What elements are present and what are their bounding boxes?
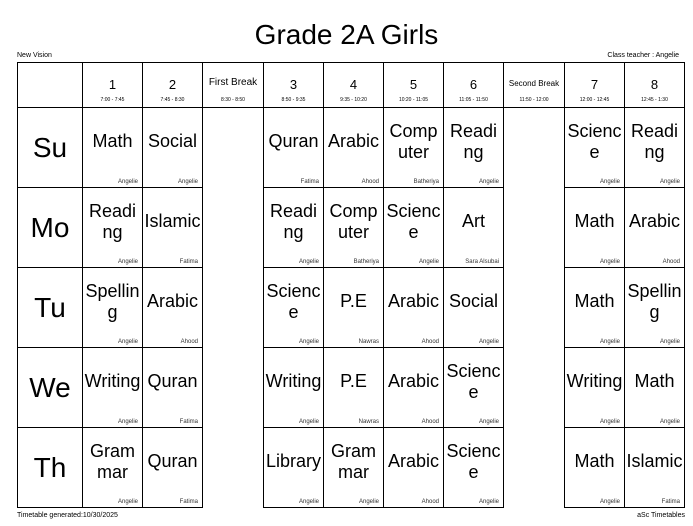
lesson-cell <box>143 188 203 268</box>
class-teacher: Class teacher : Angelie <box>607 52 679 59</box>
lesson-cell <box>384 188 444 268</box>
lesson-cell <box>565 428 625 508</box>
teacher-label: Batheriya <box>413 179 439 185</box>
lesson-cell <box>384 348 444 428</box>
subject-label: Arabic <box>387 451 440 471</box>
lesson-cell <box>83 268 143 348</box>
subject-label: Science <box>446 360 501 402</box>
break-header: First Break 8:30 - 8:50 <box>203 63 264 108</box>
break-cell <box>504 108 565 188</box>
teacher-label: Angelie <box>478 419 499 425</box>
subject-label: Reading <box>269 200 318 242</box>
teacher-label: Angelie <box>659 179 680 185</box>
subject-label: Science <box>266 280 321 322</box>
lesson-cell <box>264 108 324 188</box>
teacher-label: Batheriya <box>353 259 379 265</box>
teacher-label: Ahood <box>421 499 439 505</box>
lesson-cell <box>384 108 444 188</box>
period-header: 3 8:50 - 9:35 <box>264 63 324 108</box>
lesson-cell <box>444 268 504 348</box>
lesson-cell <box>625 108 685 188</box>
teacher-label: Fatima <box>661 499 680 505</box>
subject-label: Library <box>265 451 322 471</box>
teacher-label: Fatima <box>179 419 198 425</box>
break-cell <box>203 348 264 428</box>
teacher-label: Ahood <box>421 339 439 345</box>
day-row <box>18 108 685 188</box>
lesson-cell <box>625 188 685 268</box>
teacher-label: Angelie <box>298 259 319 265</box>
day-row <box>18 348 685 428</box>
subject-label: Arabic <box>387 371 440 391</box>
teacher-label: Fatima <box>300 179 319 185</box>
subject-label: Science <box>386 200 441 242</box>
day-label: We <box>18 348 83 428</box>
subject-label: Writing <box>566 371 623 391</box>
subject-label: Math <box>574 211 615 231</box>
teacher-label: Angelie <box>478 179 499 185</box>
lesson-cell <box>324 428 384 508</box>
subject-label: Quran <box>147 451 198 471</box>
lesson-cell <box>83 428 143 508</box>
teacher-label: Nawras <box>358 419 379 425</box>
teacher-label: Angelie <box>478 499 499 505</box>
school-name: New Vision <box>17 52 52 59</box>
period-header: 7 12:00 - 12:45 <box>565 63 625 108</box>
teacher-label: Angelie <box>177 179 198 185</box>
subject-label: Arabic <box>387 291 440 311</box>
teacher-label: Angelie <box>599 419 620 425</box>
lesson-cell <box>444 348 504 428</box>
day-label: Mo <box>18 188 83 268</box>
lesson-cell <box>625 268 685 348</box>
teacher-label: Angelie <box>117 179 138 185</box>
subject-label: Arabic <box>628 211 681 231</box>
lesson-cell <box>143 428 203 508</box>
subject-label: Math <box>634 371 675 391</box>
lesson-cell <box>264 348 324 428</box>
lesson-cell <box>565 348 625 428</box>
teacher-label: Ahood <box>361 179 379 185</box>
corner-cell <box>18 63 83 108</box>
teacher-label: Ahood <box>662 259 680 265</box>
generator-credit: aSc Timetables <box>637 512 685 519</box>
break-header: Second Break 11:50 - 12:00 <box>504 63 565 108</box>
break-cell <box>203 428 264 508</box>
teacher-label: Angelie <box>358 499 379 505</box>
teacher-label: Fatima <box>179 499 198 505</box>
teacher-label: Ahood <box>180 339 198 345</box>
period-header: 6 11:05 - 11:50 <box>444 63 504 108</box>
lesson-cell <box>324 188 384 268</box>
lesson-cell <box>264 428 324 508</box>
subject-label: Islamic <box>626 451 683 471</box>
subject-label: Math <box>574 291 615 311</box>
teacher-label: Angelie <box>117 419 138 425</box>
teacher-label: Angelie <box>298 499 319 505</box>
break-cell <box>203 108 264 188</box>
teacher-label: Angelie <box>117 499 138 505</box>
subject-label: Writing <box>265 371 322 391</box>
subject-label: Quran <box>268 131 319 151</box>
subject-label: Writing <box>84 371 141 391</box>
subject-label: P.E <box>340 371 367 391</box>
teacher-label: Nawras <box>358 339 379 345</box>
teacher-label: Fatima <box>179 259 198 265</box>
day-row <box>18 188 685 268</box>
lesson-cell <box>324 108 384 188</box>
teacher-label: Sara Alsubai <box>465 259 499 265</box>
subject-label: Quran <box>147 371 198 391</box>
lesson-cell <box>264 188 324 268</box>
lesson-cell <box>444 108 504 188</box>
subject-label: Islamic <box>144 211 201 231</box>
teacher-label: Angelie <box>599 259 620 265</box>
period-header: 5 10:20 - 11:05 <box>384 63 444 108</box>
teacher-label: Angelie <box>599 339 620 345</box>
break-cell <box>203 188 264 268</box>
break-cell <box>504 348 565 428</box>
lesson-cell <box>143 108 203 188</box>
teacher-label: Angelie <box>418 259 439 265</box>
lesson-cell <box>83 108 143 188</box>
subject-label: Grammar <box>331 440 376 482</box>
day-row <box>18 268 685 348</box>
subject-label: Social <box>147 131 198 151</box>
subject-label: Science <box>567 120 622 162</box>
subject-label: Math <box>92 131 133 151</box>
period-header: 8 12:45 - 1:30 <box>625 63 685 108</box>
lesson-cell <box>83 188 143 268</box>
lesson-cell <box>264 268 324 348</box>
lesson-cell <box>143 268 203 348</box>
lesson-cell <box>83 348 143 428</box>
teacher-label: Angelie <box>659 339 680 345</box>
page-title: Grade 2A Girls <box>254 19 439 50</box>
break-cell <box>504 188 565 268</box>
teacher-label: Angelie <box>599 179 620 185</box>
lesson-cell <box>565 188 625 268</box>
subject-label: Spelling <box>627 280 682 322</box>
lesson-cell <box>324 348 384 428</box>
teacher-label: Ahood <box>421 419 439 425</box>
subject-label: Computer <box>329 200 378 242</box>
period-header: 2 7:45 - 8:30 <box>143 63 203 108</box>
break-cell <box>504 428 565 508</box>
lesson-cell <box>565 108 625 188</box>
day-row <box>18 428 685 508</box>
subject-label: Arabic <box>327 131 380 151</box>
subject-label: Art <box>461 211 485 231</box>
period-header-row <box>18 63 685 108</box>
lesson-cell <box>565 268 625 348</box>
lesson-cell <box>324 268 384 348</box>
lesson-cell <box>384 268 444 348</box>
teacher-label: Angelie <box>478 339 499 345</box>
lesson-cell <box>143 348 203 428</box>
subject-label: Social <box>448 291 499 311</box>
teacher-label: Angelie <box>298 419 319 425</box>
period-header: 1 7:00 - 7:45 <box>83 63 143 108</box>
lesson-cell <box>384 428 444 508</box>
subject-label: Grammar <box>90 440 135 482</box>
subject-label: Reading <box>449 120 498 162</box>
generated-date: Timetable generated:10/30/2025 <box>17 512 118 519</box>
subject-label: Science <box>446 440 501 482</box>
lesson-cell <box>444 188 504 268</box>
subject-label: Reading <box>630 120 679 162</box>
timetable-grid <box>17 62 685 508</box>
lesson-cell <box>625 348 685 428</box>
subject-label: P.E <box>340 291 367 311</box>
subject-label: Arabic <box>146 291 199 311</box>
teacher-label: Angelie <box>298 339 319 345</box>
teacher-label: Angelie <box>117 259 138 265</box>
day-label: Tu <box>18 268 83 348</box>
lesson-cell <box>625 428 685 508</box>
subject-label: Reading <box>88 200 137 242</box>
break-cell <box>203 268 264 348</box>
teacher-label: Angelie <box>117 339 138 345</box>
day-label: Th <box>18 428 83 508</box>
subject-label: Math <box>574 451 615 471</box>
subject-label: Spelling <box>85 280 140 322</box>
subject-label: Computer <box>389 120 438 162</box>
break-cell <box>504 268 565 348</box>
teacher-label: Angelie <box>599 499 620 505</box>
period-header: 4 9:35 - 10:20 <box>324 63 384 108</box>
day-label: Su <box>18 108 83 188</box>
lesson-cell <box>444 428 504 508</box>
teacher-label: Angelie <box>659 419 680 425</box>
